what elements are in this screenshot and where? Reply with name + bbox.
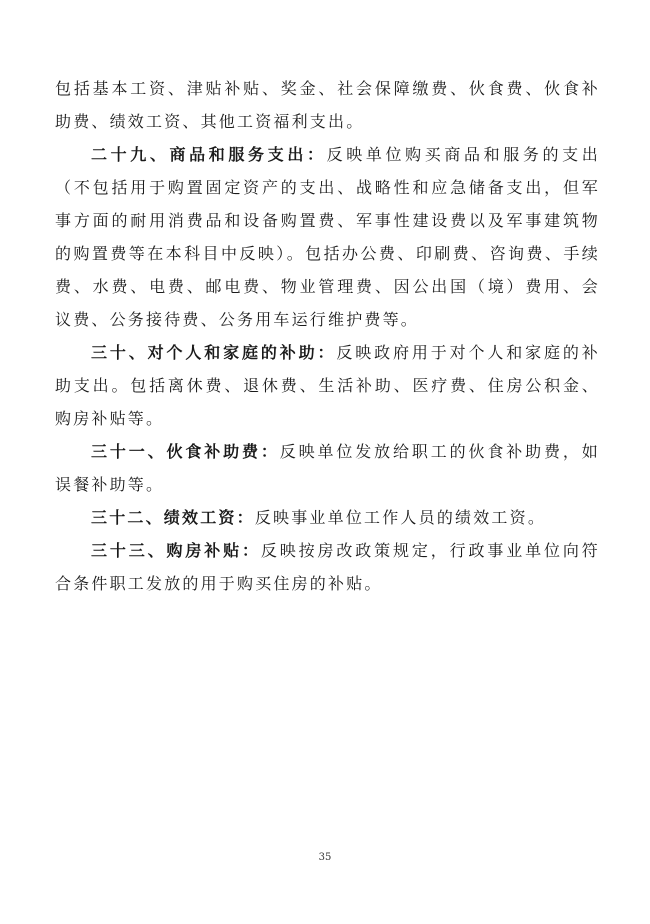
paragraph-heading: 三十三、购房补贴： [91,541,261,560]
paragraph-body: 反映政府用于对个人和家庭的补助支出。包括离休费、退休费、生活补助、医疗费、住房公积金、购房补贴等。 [55,343,600,428]
paragraph-heading: 三十二、绩效工资： [91,508,255,527]
text-body [55,72,600,600]
paragraph-body: 反映单位购买商品和服务的支出（不包括用于购置固定资产的支出、战略性和应急储备支出，但军事方面的耐用消费品和设备购置费、军事性建设费以及军事建筑物的购置费等在本科目中反映）。包括办公费、印刷费、咨询费、手续费、水费、电费、邮电费、物业管理费、因公出国（境）费用、会议费、公务接待费、公务用车运行维护费等。 [55,145,600,329]
paragraph-housing-subsidy [55,534,600,600]
paragraph-household-subsidies [55,336,600,435]
paragraph-meal-subsidy [55,435,600,501]
paragraph-heading: 三十、对个人和家庭的补助： [91,343,337,362]
paragraph-commodities-services [55,138,600,336]
paragraph-continuation [55,72,600,138]
page-number: 35 [318,852,332,863]
paragraph-performance-pay [55,501,600,534]
paragraph-heading: 二十九、商品和服务支出： [91,145,327,164]
paragraph-body: 包括基本工资、津贴补贴、奖金、社会保障缴费、伙食费、伙食补助费、绩效工资、其他工资福利支出。 [55,79,600,131]
paragraph-body: 反映单位发放给职工的伙食补助费，如误餐补助等。 [55,442,600,494]
paragraph-body: 反映按房改政策规定，行政事业单位向符合条件职工发放的用于购买住房的补贴。 [55,541,600,593]
paragraph-heading: 三十一、伙食补助费： [91,442,280,461]
paragraph-body: 反映事业单位工作人员的绩效工资。 [254,508,547,527]
